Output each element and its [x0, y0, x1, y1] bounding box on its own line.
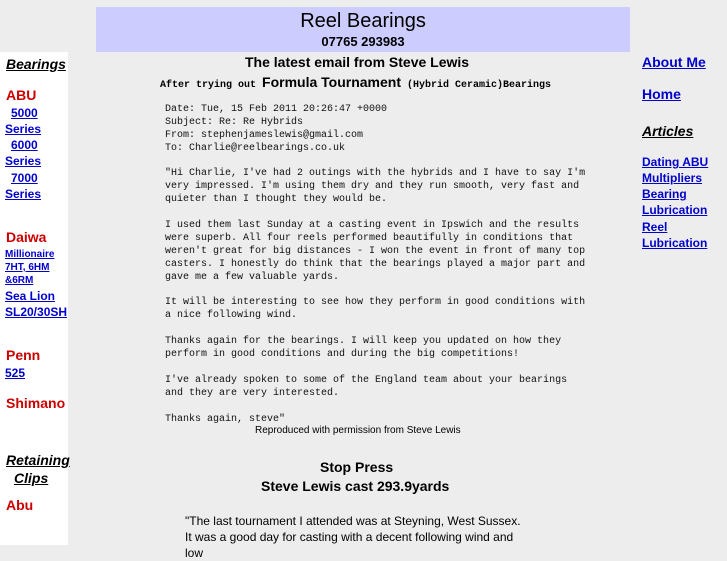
bearings-section-title: Bearings: [6, 56, 66, 72]
email-paragraph-3: It will be interesting to see how they perform in good conditions with a nice following wind.: [165, 297, 586, 321]
email-paragraph-4: Thanks again for the bearings. I will keep you updated on how they perform in good conditions and during the big competitions!: [165, 336, 562, 360]
link-daiwa-millionaire[interactable]: Millionaire: [5, 249, 55, 260]
email-header-block: Date: Tue, 15 Feb 2011 20:26:47 +0000 Subject: Re: Re Hybrids From: stephenjameslewis@gmail.com To: Charlie@reelbearings.co.uk: [165, 104, 388, 154]
site-title: Reel Bearings: [300, 10, 426, 32]
link-abu-7000[interactable]: 7000: [11, 171, 38, 185]
phone-number: 07765 293983: [321, 34, 405, 49]
link-abu-7000-series[interactable]: Series: [5, 187, 42, 201]
email-heading: The latest email from Steve Lewis: [245, 54, 470, 70]
email-paragraph-1: "Hi Charlie, I've had 2 outings with the hybrids and I have to say I'm very impressed. I'm using them dry and they run smooth, very fast and quieter than I thought they would be.: [165, 168, 586, 205]
intro-line: [160, 74, 551, 91]
article-bearing[interactable]: Bearing: [642, 187, 687, 201]
brand-daiwa: Daiwa: [6, 229, 47, 245]
link-abu-6000[interactable]: 6000: [11, 138, 38, 152]
link-penn-525[interactable]: 525: [5, 366, 26, 380]
retaining-clips-title-line2: Clips: [14, 470, 49, 486]
article-reel-lubrication[interactable]: Lubrication: [642, 236, 708, 250]
articles-section-title: Articles: [642, 123, 694, 139]
nav-home[interactable]: Home: [642, 86, 681, 102]
site-header: [96, 7, 630, 52]
brand-abu: ABU: [6, 87, 37, 103]
intro-prefix: After trying out: [160, 80, 257, 91]
reproduced-note: Reproduced with permission from Steve Lewis: [255, 425, 461, 436]
brand-abu-clips: Abu: [6, 497, 34, 513]
link-daiwa-6rm[interactable]: &6RM: [5, 275, 34, 286]
link-daiwa-sl20-30sh[interactable]: SL20/30SH: [5, 305, 68, 319]
retaining-clips-title-line1: Retaining: [6, 452, 70, 468]
article-bearing-lubrication[interactable]: Lubrication: [642, 203, 708, 217]
intro-suffix: (Hybrid Ceramic)Bearings: [407, 80, 552, 91]
nav-about-me[interactable]: About Me: [642, 54, 706, 70]
link-abu-6000-series[interactable]: Series: [5, 154, 42, 168]
brand-shimano: Shimano: [6, 395, 66, 411]
email-paragraph-5: I've already spoken to some of the England team about your bearings and they are very interested.: [165, 375, 568, 399]
article-dating-abu[interactable]: Dating ABU: [642, 155, 709, 169]
stop-press-heading: Stop Press: [320, 459, 394, 475]
link-abu-5000[interactable]: 5000: [11, 106, 38, 120]
email-signoff: Thanks again, steve": [165, 414, 286, 425]
link-abu-5000-series[interactable]: Series: [5, 122, 42, 136]
link-daiwa-7ht-6hm[interactable]: 7HT, 6HM: [5, 262, 50, 273]
link-daiwa-sea-lion[interactable]: Sea Lion: [5, 289, 56, 303]
email-paragraph-2: I used them last Sunday at a casting event in Ipswich and the results were superb. All four reels performed beautifully in conditions that weren't great for big distances - I won the event in front of many top casters. I honestly do think that the bearings played a major part and gave me a few valuable yards.: [165, 220, 586, 283]
article-reel[interactable]: Reel: [642, 220, 668, 234]
article-multipliers[interactable]: Multipliers: [642, 171, 703, 185]
tournament-quote: "The last tournament I attended was at Steyning, West Sussex. It was a good day for casting with a decent following wind and low: [185, 514, 521, 560]
brand-penn: Penn: [6, 347, 41, 363]
intro-product: Formula Tournament: [262, 74, 401, 90]
cast-record-heading: Steve Lewis cast 293.9yards: [261, 478, 450, 494]
